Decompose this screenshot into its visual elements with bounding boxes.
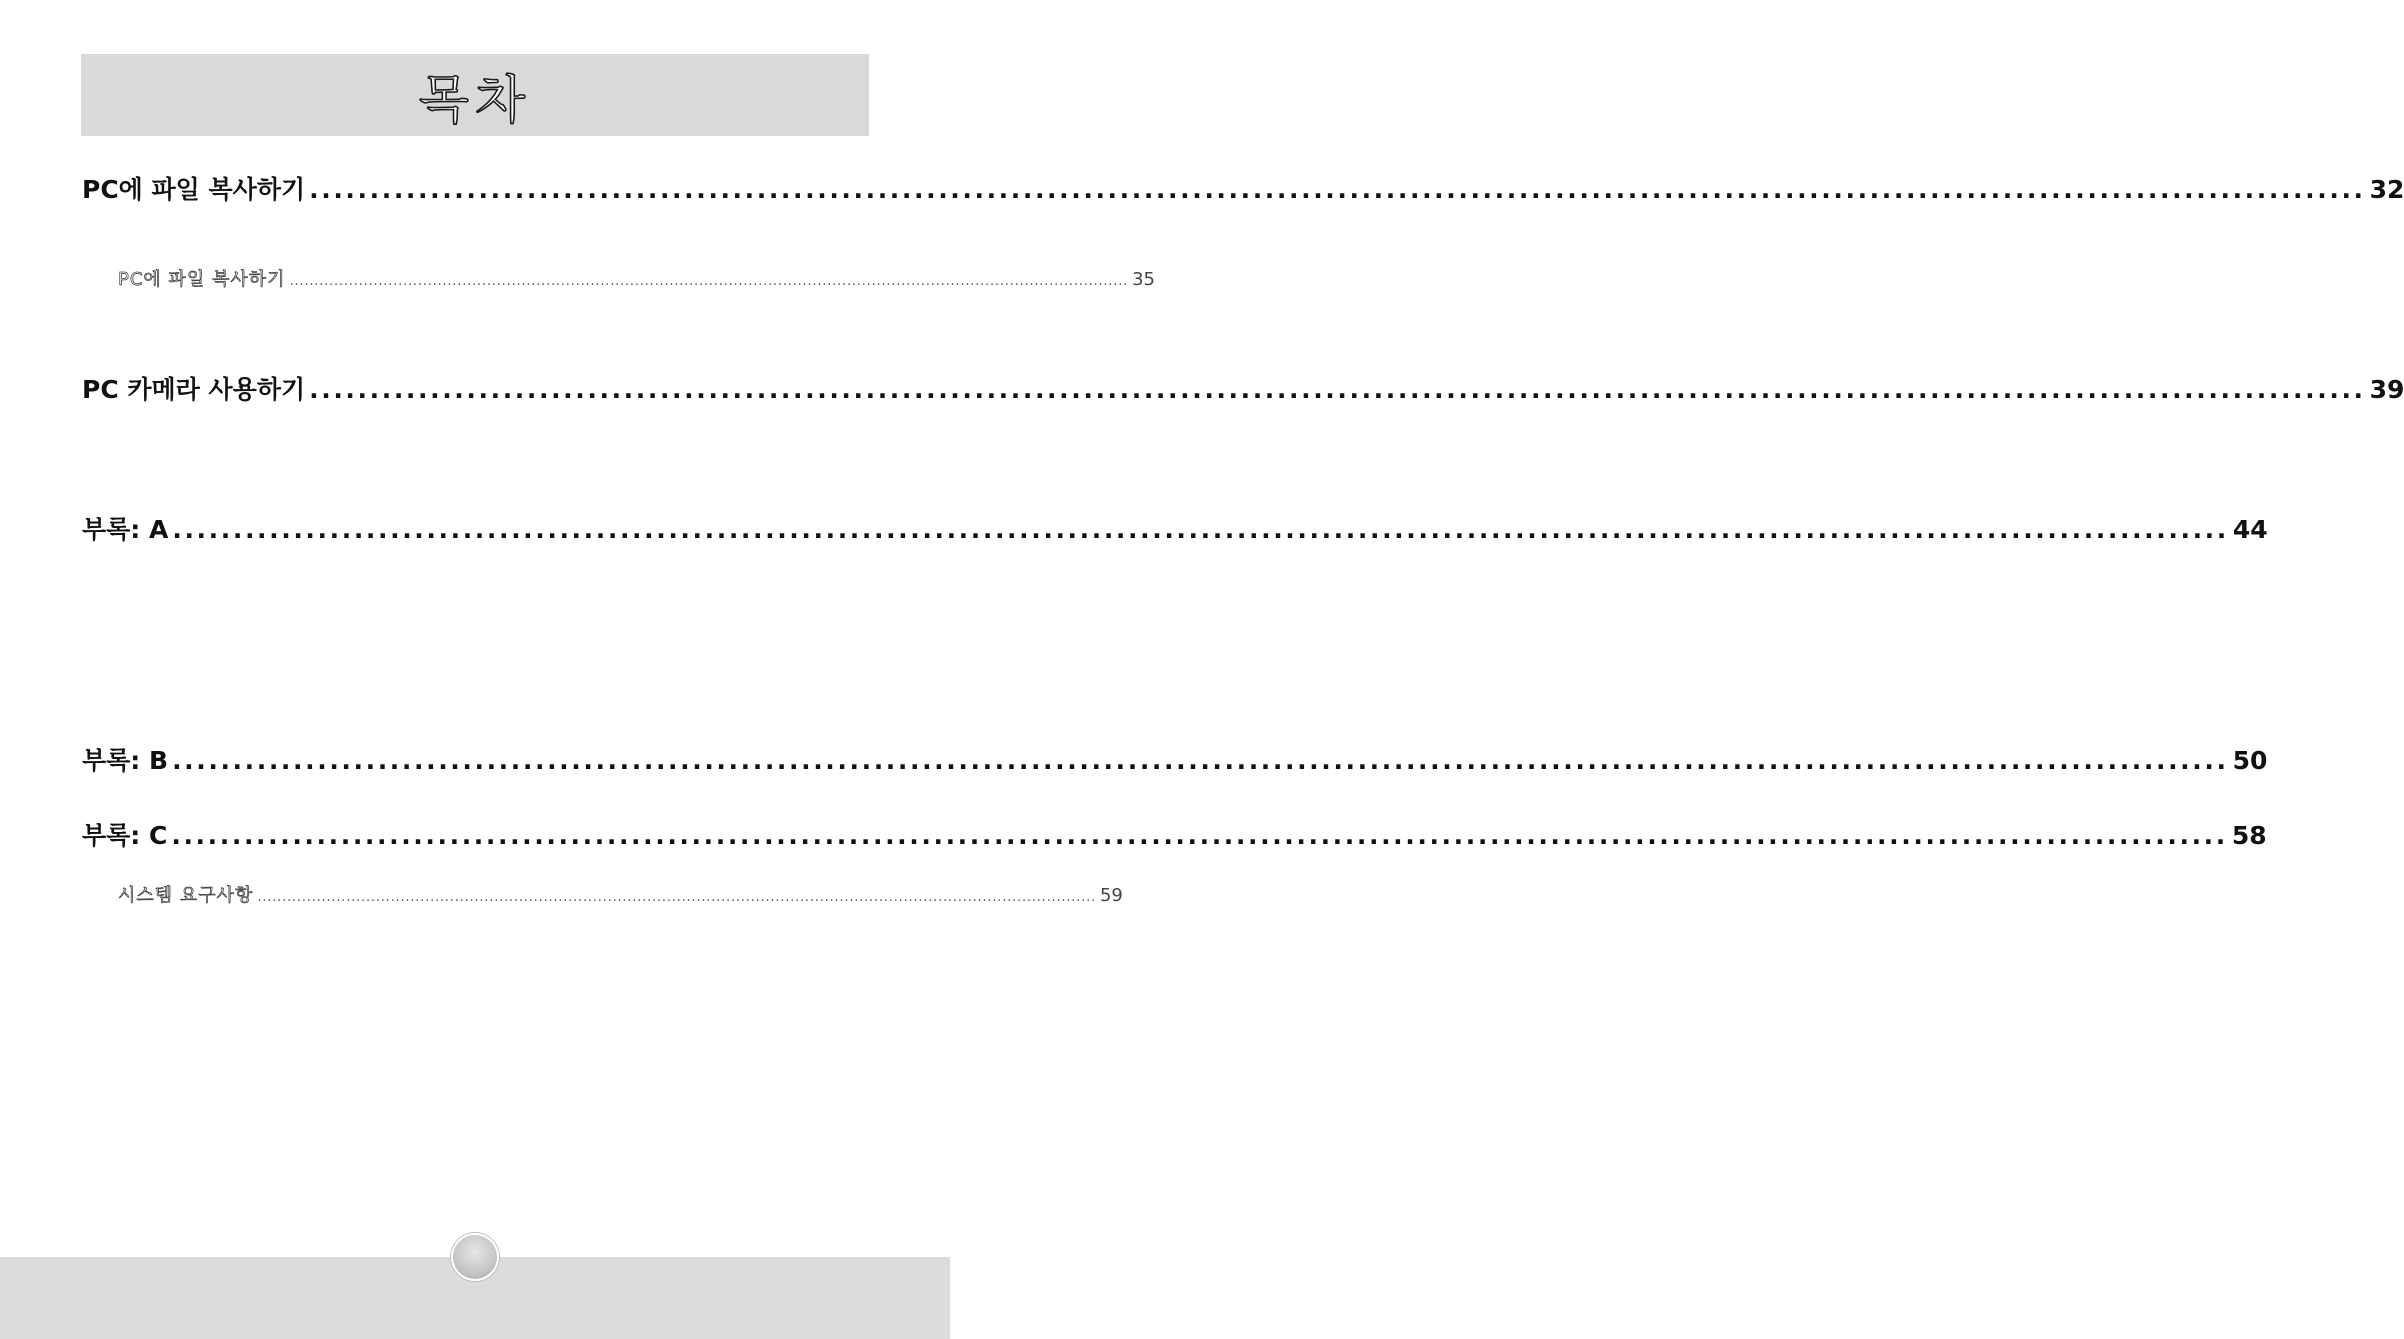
title-banner [81,54,869,136]
toc-page-number: 50 [2232,746,2268,775]
toc-page-number: 39 [2369,375,2404,404]
toc-entry-label: 부록: B [82,746,169,775]
dot-leader: .......................................................................................................................................................................... [289,274,1129,289]
dot-leader: .......................................................................................................................................................................... [171,821,2228,850]
toc-entry-label: 부록: C [82,821,168,850]
toc-entry[interactable] [82,816,2267,850]
toc-entry-label: PC 카메라 사용하기 [82,375,306,404]
page-marker-circle [451,1233,499,1281]
toc-entry[interactable] [82,170,2404,204]
page-title: 목차 [418,70,532,131]
toc-page-number: 32 [2369,175,2404,204]
toc-page-number: 59 [1099,885,1123,906]
toc-entry[interactable] [82,370,2404,404]
toc-entry-label: 부록: A [82,515,169,544]
toc-page-number: 35 [1132,269,1155,290]
toc-subentry-label: 시스템 요구사항 [118,885,254,906]
toc-entry-label: PC에 파일 복사하기 [82,175,306,204]
dot-leader: .......................................................................................................................................................................... [309,175,2366,204]
toc-entry[interactable] [82,510,2268,544]
toc-subentry[interactable] [118,881,1123,906]
dot-leader: .......................................................................................................................................................................... [172,515,2229,544]
dot-leader: .......................................................................................................................................................................... [309,375,2366,404]
toc-subentry[interactable] [118,265,1155,290]
toc-page-number: 58 [2231,821,2267,850]
dot-leader: .......................................................................................................................................................................... [172,746,2229,775]
dot-leader: .......................................................................................................................................................................... [257,890,1096,905]
toc-subentry-label: PC에 파일 복사하기 [118,269,286,290]
toc-entry[interactable] [82,741,2268,775]
toc-page-number: 44 [2232,515,2268,544]
